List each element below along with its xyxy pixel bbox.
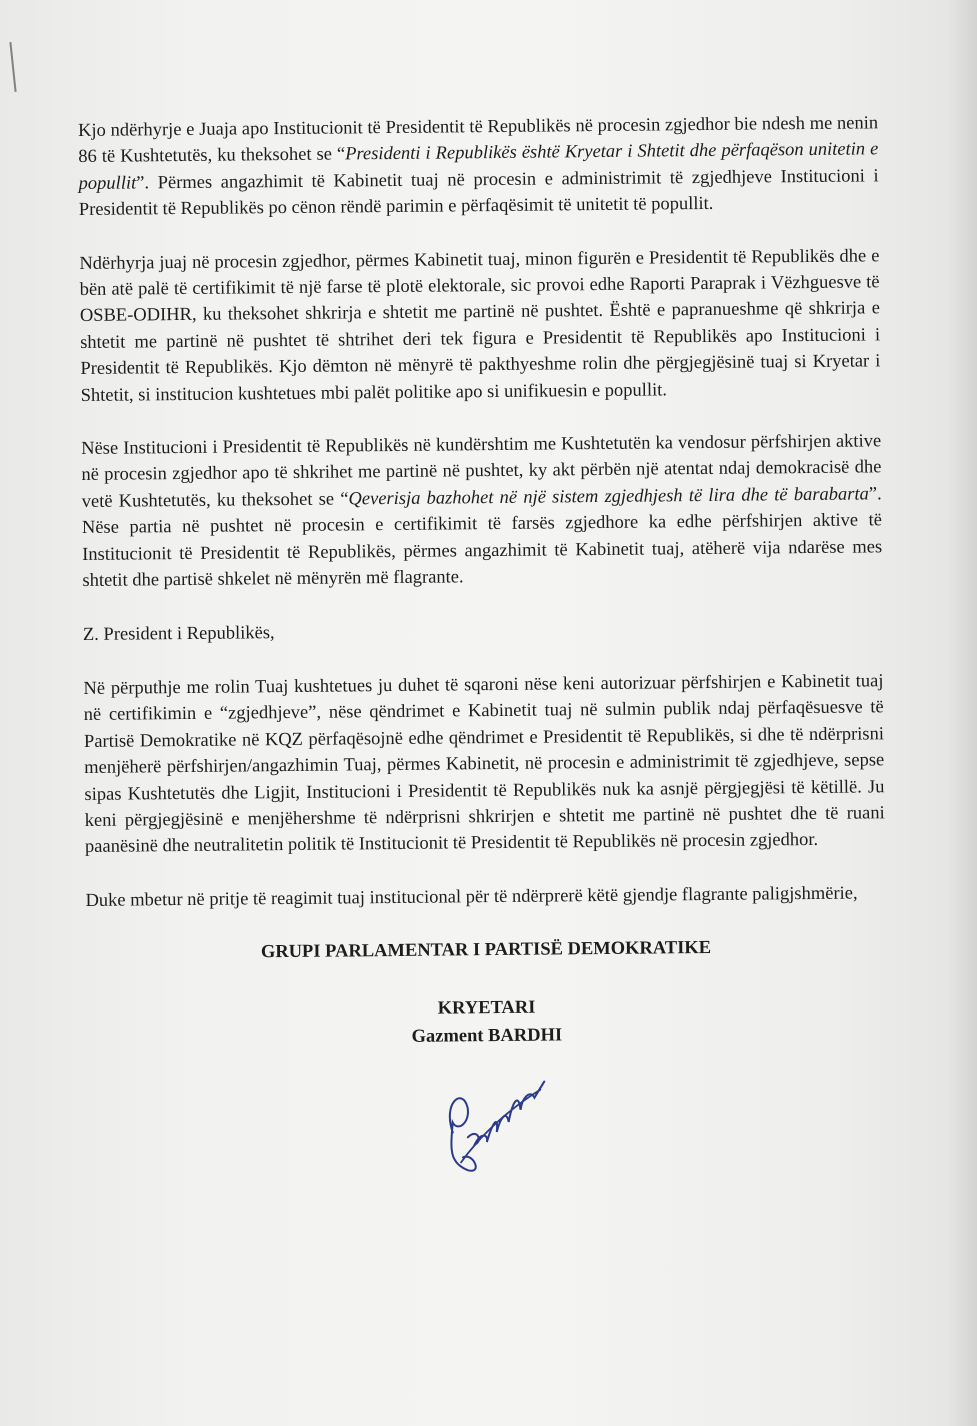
paragraph-2: Ndërhyrja juaj në procesin zgjedhor, përmes Kabinetit tuaj, minon figurën e Presidentit të Republikës dhe e bën atë palë të certifikimit të një farse të plotë elektorale, sic provoi edhe Raporti Paraprak i Vëzhguesve të OSBE-ODIHR, ku theksohet shkrirja e shtetit me partinë në pushtet. Është e papranueshme që shkrirja e shtetit me partinë në pushtet të shtrihet deri tek figura e Presidentit të Republikës apo Institucioni i Presidentit të Republikës. Kjo dëmton në mënyrë të pakthyeshme rolin dhe përgjegjësinë tuaj si Kryetar i Shtetit, si institucion kushtetues mbi palët politike apo si unifikuesin e popullit. [79,245,881,406]
paragraph-3: Nëse Institucioni i Presidentit të Republikës në kundërshtim me Kushtetutën ka vendosur përfshirjen aktive në procesin zgjedhor apo të shkrihet me partinë në pushtet, ky akt përbën një atentat ndaj demokracisë dhe vetë Kushtetutës, ku theksohet se “Qeverisja bazhohet në një sistem zgjedhjesh të lira dhe të barabarta”. Nëse partia në pushtet në procesin e certifikimit të farsës zgjedhore ka edhe përfshirjen aktive të Institucionit të Presidentit të Republikës, përmes angazhimit të Kabinetit tuaj, atëherë vija ndarëse mes shtetit dhe partisë shkelet në mënyrën më flagrante. [81,431,883,592]
quote-constitution: Qeverisja bazhohet në një sistem zgjedhjesh të lira dhe të barabarta [348,484,869,510]
letter-body [78,110,888,1185]
signatory-name: Gazment BARDHI [411,1024,563,1047]
signature-block [86,933,888,1185]
quote-article-86: Presidenti i Republikës është Kryetar i Shtetit dhe përfaqëson unitetin e popullit [78,139,879,194]
organization-name: GRUPI PARLAMENTAR I PARTISË DEMOKRATIKE [260,938,712,963]
paragraph-1: Kjo ndërhyrje e Juaja apo Institucionit të Presidentit të Republikës në procesin zgjedhor bie ndesh me nenin 86 të Kushtetutës, ku theksohet se “Presidenti i Republikës është Kryetar i Shtetit dhe përfaqëson unitetin e popullit”. Përmes angazhimit të Kabinetit tuaj në procesin e administrimit të zgjedhjeve Institucioni i Presidentit të Republikës po cënon rëndë parimin e përfaqësimit të unitetit të popullit. [78,113,879,221]
edge-mark [9,42,16,92]
paragraph-5: Duke mbetur në pritje të reagimit tuaj institucional për të ndërprerë këtë gjendje flagrante paligjshmërie, [85,883,858,911]
handwritten-signature [422,1061,553,1182]
signatory-role: KRYETARI [437,997,536,1019]
salutation: Z. President i Republikës, [82,622,275,645]
paragraph-4: Në përputhje me rolin Tuaj kushtetues ju duhet të sqaroni nëse keni autorizuar përfshirjen e Kabinetit tuaj në certifikimin e “zgjedhjeve”, nëse qëndrimet e Kabinetit tuaj në sulmin publik ndaj përfaqësuesve të Partisë Demokratike në KQZ përfaqësojnë edhe qëndrimet e Presidentit të Republikës, si dhe të ndërprisni menjëherë përfshirjen/angazhimin Tuaj, përmes Kabinetit, në procesin e administrimit të zgjedhjeve, sepse sipas Kushtetutës dhe Ligjit, Institucioni i Presidentit të Republikës nuk ka asnjë përgjegjësi të këtillë. Ju keni përgjegjësinë e menjëhershme të ndërprisni shkrirjen e shtetit me partinë në pushtet dhe të ruani paanësinë dhe neutralitetin politik të Institucionit të Presidentit të Republikës në procesin zgjedhor. [83,671,885,858]
